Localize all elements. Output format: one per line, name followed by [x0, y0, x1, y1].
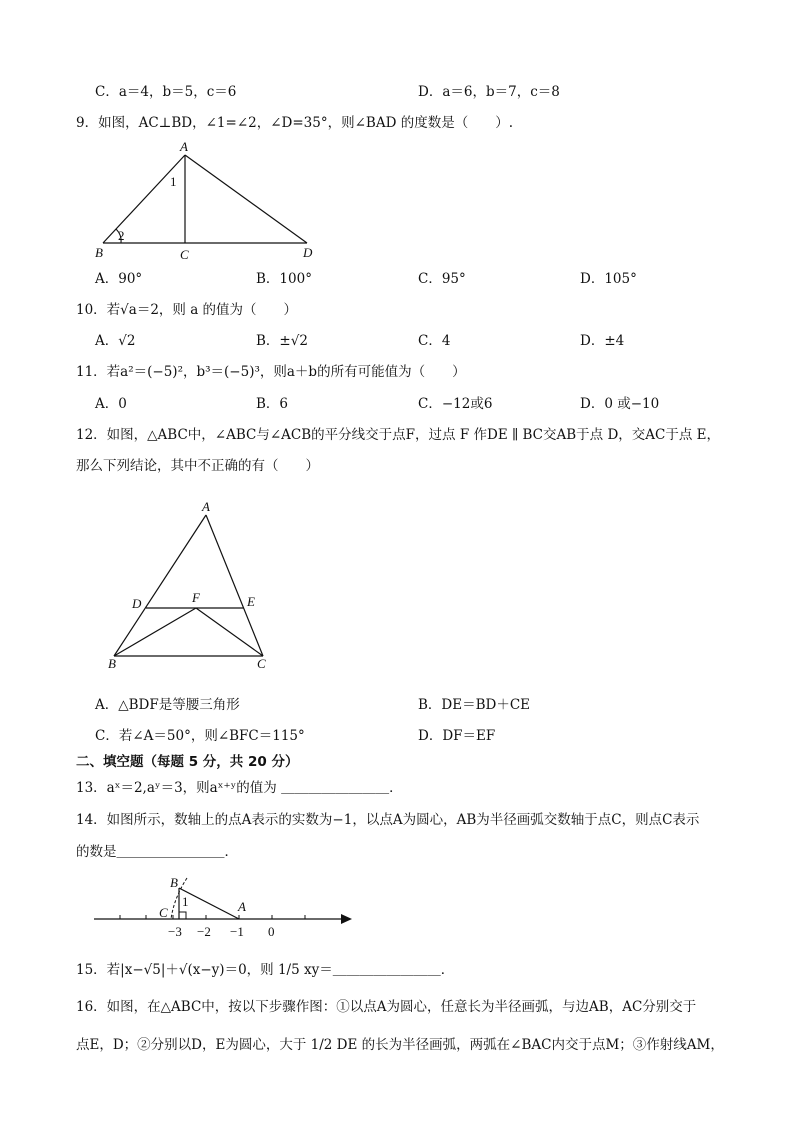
q14-line2: 的数是＿＿＿＿＿＿＿＿．	[76, 844, 238, 860]
q14-label-a: A	[238, 899, 246, 914]
q12-option-a: A．△BDF是等腰三角形	[95, 697, 240, 713]
q12-option-c: C．若∠A＝50°，则∠BFC＝115°	[95, 728, 305, 744]
q9-label-a: A	[180, 139, 188, 154]
q10-option-d: D．±4	[580, 333, 625, 349]
q16-line2: 点E，D；②分别以D，E为圆心，大于 1/2 DE 的长为半径画弧，两弧在∠BAC内交于点M；③作射线AM，	[76, 1037, 724, 1053]
q9-option-a: A．90°	[95, 271, 143, 287]
q11-option-c: C．−12或6	[418, 396, 493, 412]
q12-stem-line1: 12．如图，△ABC中，∠ABC与∠ACB的平分线交于点F，过点 F 作DE ∥ BC交AB于点 D，交AC于点 E，	[76, 427, 721, 443]
q14-tick-neg2: −2	[197, 924, 211, 939]
q9-figure	[90, 138, 330, 266]
q11-option-a: A．0	[95, 396, 127, 412]
q14-label-c: C	[159, 905, 168, 920]
q12-option-d: D．DF＝EF	[418, 728, 496, 744]
q9-label-c: C	[180, 247, 189, 262]
q9-option-c: C．95°	[418, 271, 466, 287]
q12-label-d: D	[132, 596, 142, 611]
q12-label-b: B	[108, 656, 116, 671]
q14-tick-neg3: −3	[168, 924, 182, 939]
q11-option-d: D．0 或−10	[580, 396, 660, 412]
q9-stem: 9．如图，AC⊥BD，∠1=∠2，∠D=35°，则∠BAD 的度数是（ ）.	[76, 115, 513, 131]
q16-line1: 16．如图，在△ABC中，按以下步骤作图：①以点A为圆心，任意长为半径画弧，与边AB，AC分别交于	[76, 999, 697, 1015]
q12-stem-line2: 那么下列结论，其中不正确的有（ ）	[76, 458, 319, 474]
q14-tick-neg1: −1	[230, 924, 244, 939]
q10-stem: 10．若√a＝2，则 a 的值为（ ）	[76, 302, 298, 318]
q9-option-b: B．100°	[256, 271, 312, 287]
q14-label-1: 1	[182, 894, 189, 909]
q9-label-d: D	[303, 245, 313, 260]
q12-label-f: F	[192, 590, 200, 605]
q14-line1: 14．如图所示，数轴上的点A表示的实数为−1，以点A为圆心，AB为半径画弧交数轴于点C，则点C表示	[76, 812, 700, 828]
q12-label-c: C	[257, 656, 266, 671]
q14-number-line	[90, 870, 360, 942]
q12-figure	[100, 498, 280, 676]
section-title: 二、填空题（每题 5 分，共 20 分）	[76, 754, 299, 770]
q12-label-a: A	[202, 499, 210, 514]
q9-label-b: B	[95, 245, 103, 260]
q10-option-a: A．√2	[95, 333, 136, 349]
q11-option-b: B．6	[256, 396, 289, 412]
q11-stem: 11．若a²＝(−5)²，b³＝(−5)³，则a＋b的所有可能值为（ ）	[76, 364, 466, 380]
q10-option-b: B．±√2	[256, 333, 308, 349]
q12-option-b: B．DE＝BD＋CE	[418, 697, 531, 713]
q14-tick-0: 0	[268, 924, 275, 939]
q8-option-c: C．a＝4，b＝5，c＝6	[95, 84, 237, 100]
q8-option-d: D．a＝6，b＝7，c＝8	[418, 84, 560, 100]
q13-text: 13．aˣ＝2,aʸ＝3，则aˣ⁺ʸ的值为 ＿＿＿＿＿＿＿＿．	[76, 780, 403, 796]
q14-label-b: B	[170, 875, 178, 890]
q15-text: 15．若|x−√5|＋√(x−y)＝0，则 1/5 xy＝＿＿＿＿＿＿＿＿．	[76, 962, 455, 978]
q12-label-e: E	[247, 594, 255, 609]
q10-option-c: C．4	[418, 333, 451, 349]
q9-angle-2: 2	[118, 228, 125, 243]
q9-option-d: D．105°	[580, 271, 637, 287]
q9-angle-1: 1	[170, 174, 177, 189]
